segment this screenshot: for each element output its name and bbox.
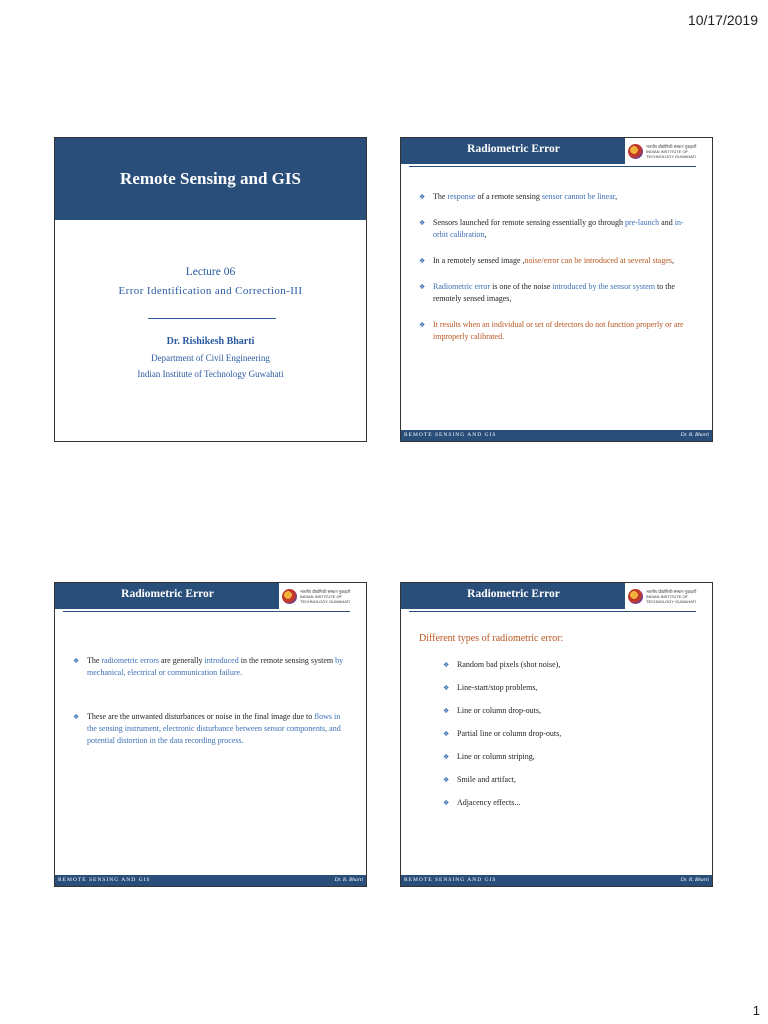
bullet-item: ❖ The response of a remote sensing sensor cannot be linear, — [419, 191, 694, 203]
header-rule — [409, 166, 696, 167]
list-item: ❖ Line-start/stop problems, — [443, 682, 694, 694]
bullet-item: ❖ The radiometric errors are generally introduced in the remote sensing system by mechanical, electrical or communication failure. — [73, 655, 348, 679]
bullet-item: ❖ These are the unwanted disturbances or noise in the final image due to flows in the sensing instrument, electronic disturbance between sensor components, and potential distortion in the data recording process. — [73, 711, 348, 747]
slide-heading: Radiometric Error — [467, 588, 560, 600]
department: Department of Civil Engineering — [151, 353, 270, 363]
iitg-logo-icon — [628, 144, 643, 159]
error-type-list — [443, 659, 694, 820]
slide-header — [401, 583, 712, 609]
slide-radiometric-error-2 — [54, 582, 367, 887]
author-name: Dr. Rishikesh Bharti — [166, 336, 255, 347]
footer-author: Dr. R. Bharti — [680, 877, 709, 883]
footer-author: Dr. R. Bharti — [334, 877, 363, 883]
institute-logo — [625, 138, 712, 164]
slide-footer — [401, 875, 712, 886]
slide-header — [55, 583, 366, 609]
list-item: ❖ Line or column striping, — [443, 751, 694, 763]
footer-author: Dr. R. Bharti — [680, 432, 709, 438]
footer-course: REMOTE SENSING AND GIS — [58, 877, 151, 883]
slide-header — [401, 138, 712, 164]
list-item: ❖ Partial line or column drop-outs, — [443, 728, 694, 740]
institute-logo — [279, 583, 366, 609]
lecture-subtitle: Error Identification and Correction-III — [118, 285, 303, 297]
iitg-logo-icon — [628, 589, 643, 604]
bullet-item: ❖ Radiometric error is one of the noise introduced by the sensor system to the remotely sensed images, — [419, 281, 694, 305]
divider — [148, 318, 276, 319]
institute: Indian Institute of Technology Guwahati — [137, 369, 284, 379]
page-date: 10/17/2019 — [687, 12, 758, 28]
bullet-list — [73, 655, 348, 747]
logo-line-hindi: भारतीय प्रौद्योगिकी संस्थान गुवाहाटी — [646, 143, 697, 149]
header-rule — [63, 611, 350, 612]
list-item: ❖ Random bad pixels (shot noise), — [443, 659, 694, 671]
list-item: ❖ Line or column drop-outs, — [443, 705, 694, 717]
logo-line-hindi: भारतीय प्रौद्योगिकी संस्थान गुवाहाटी — [300, 588, 351, 594]
bullet-list — [419, 191, 694, 357]
title-band — [55, 138, 366, 220]
slide-radiometric-error-1 — [400, 137, 713, 442]
slide-title — [54, 137, 367, 442]
footer-course: REMOTE SENSING AND GIS — [404, 432, 497, 438]
slide-title-text: Remote Sensing and GIS — [120, 169, 301, 188]
logo-line-hindi: भारतीय प्रौद्योगिकी संस्थान गुवाहाटी — [646, 588, 697, 594]
header-rule — [409, 611, 696, 612]
lecture-number: Lecture 06 — [185, 266, 236, 278]
slide-heading: Radiometric Error — [121, 588, 214, 600]
slide-footer — [55, 875, 366, 886]
slide-footer — [401, 430, 712, 441]
bullet-item: ❖ Sensors launched for remote sensing essentially go through pre-launch and in-orbit calibration, — [419, 217, 694, 241]
error-types-heading: Different types of radiometric error: — [419, 633, 564, 644]
logo-line-english: INDIAN INSTITUTE OF TECHNOLOGY GUWAHATI — [300, 593, 351, 604]
iitg-logo-icon — [282, 589, 297, 604]
slide-radiometric-error-3 — [400, 582, 713, 887]
list-item: ❖ Smile and artifact, — [443, 774, 694, 786]
slide-heading: Radiometric Error — [467, 143, 560, 155]
bullet-item: ❖ In a remotely sensed image ,noise/error can be introduced at several stages, — [419, 255, 694, 267]
institute-logo — [625, 583, 712, 609]
bullet-item: ❖ It results when an individual or set of detectors do not function properly or are improperly calibrated. — [419, 319, 694, 343]
page-number: 1 — [752, 1003, 760, 1018]
footer-course: REMOTE SENSING AND GIS — [404, 877, 497, 883]
list-item: ❖ Adjacency effects... — [443, 797, 694, 809]
logo-line-english: INDIAN INSTITUTE OF TECHNOLOGY GUWAHATI — [646, 593, 697, 604]
logo-line-english: INDIAN INSTITUTE OF TECHNOLOGY GUWAHATI — [646, 148, 697, 159]
